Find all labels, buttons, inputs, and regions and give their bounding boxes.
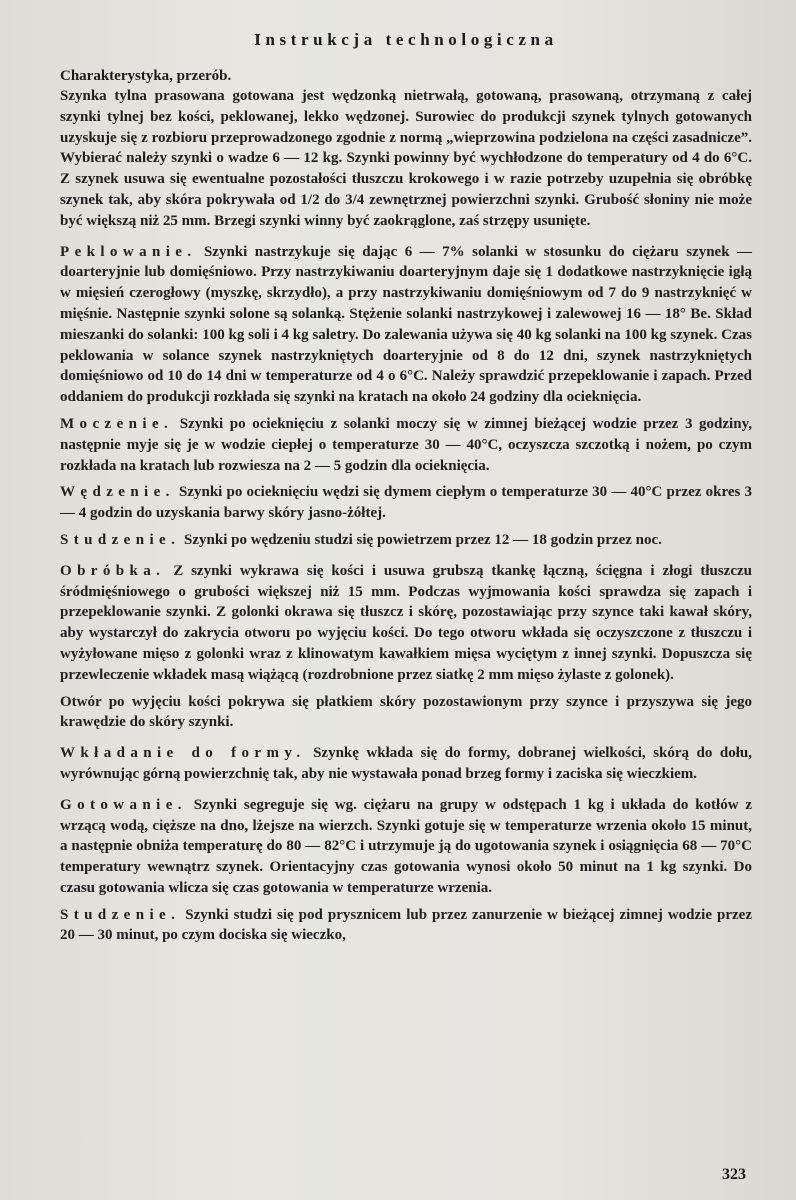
paragraph-intro (60, 86, 752, 232)
paragraph-label: Studzenie. (60, 531, 181, 548)
paragraph-label: Obróbka. (60, 562, 166, 579)
paragraph-studzenie-1 (60, 530, 752, 551)
paragraph-wedzenie (60, 482, 752, 524)
paragraph-label: Studzenie. (60, 906, 181, 923)
paragraph-text: Szynkę wkłada się do formy, dobranej wielkości, skórą do dołu, wyrównując górną powierzchnię tak, aby nie wystawała ponad brzeg formy i zaciska się wieczkiem. (60, 745, 752, 782)
paragraph-text: Szynki segreguje się wg. ciężaru na grupy w odstępach 1 kg i układa do kotłów z wrzącą wodą, cięższe na dno, lżejsze na wierzch. Szynki gotuje się w temperaturze wrzenia około 15 minut, a następnie obniża temperaturę do 80 — 82°C i utrzymuje ją do ugotowania szynek i osiągnięcia 68 — 70°C temperatury wewnątrz szynek. Orientacyjny czas gotowania wynosi około 50 minut na 1 kg szynki. Do czasu gotowania wlicza się czas gotowania w temperaturze wrzenia. (60, 796, 753, 896)
paragraph-studzenie-2 (60, 905, 752, 947)
paragraph-text: Szynki po ocieknięciu z solanki moczy się w zimnej bieżącej wodzie przez 3 godziny, następnie myje się je w wodzie ciepłej o temperaturze 30 — 40°C, oczyszcza szczotką i nożem, po czym rozkłada na kratach lub rozwiesza na 2 — 5 godzin dla ocieknięcia. (60, 415, 752, 474)
page-number: 323 (722, 1166, 746, 1183)
paragraph-text: Szynki po ocieknięciu wędzi się dymem ciepłym o temperaturze 30 — 40°C przez okres 3 — 4 godzin do uzyskania barwy skóry jasno-żółtej. (60, 484, 752, 522)
paragraph-text: Szynki studzi się pod prysznicem lub przez zanurzenie w bieżącej zimnej wodzie przez 20 — 30 minut, po czym dociska się wieczko, (60, 906, 752, 944)
paragraph-obrobka (60, 561, 752, 686)
paragraph-text: Otwór po wyjęciu kości pokrywa się płatkiem skóry pozostawionym przy szynce i przyszywa się jego krawędzie do skóry szynki. (60, 693, 752, 731)
paragraph-label: Wkładanie do formy. (60, 745, 306, 762)
paragraph-text: Szynki po wędzeniu studzi się powietrzem przez 12 — 18 godzin przez noc. (184, 531, 662, 548)
paragraph-text: Szynka tylna prasowana gotowana jest wędzonką nietrwałą, gotowaną, prasowaną, otrzymaną z całej szynki tylnej bez kości, peklowanej, lekko wędzonej. Surowiec do produkcji szynek tylnych gotowanych uzyskuje się z rozbioru przeprowadzonego zgodnie z normą „wieprzowina podzielona na części zasadnicze”. Wybierać należy szynki o wadze 6 — 12 kg. Szynki powinny być wychłodzone do temperatury od 4 do 6°C. Z szynek usuwa się ewentualne pozostałości tłuszczu krokowego i w razie potrzeby uzupełnia się obróbkę szynek tak, aby skóra pokrywała od 1/2 do 3/4 zewnętrznej powierzchni szynki. Grubość słoniny nie może być większą niż 25 mm. Brzegi szynki winny być zaokrąglone, zaś strzępy usunięte. (60, 88, 752, 229)
paragraph-label: Wędzenie. (60, 484, 175, 501)
paragraph-label: Peklowanie. (60, 243, 197, 260)
paragraph-text: Szynki nastrzykuje się dając 6 — 7% solanki w stosunku do ciężaru szynek — doarteryjnie lub domięśniowo. Przy nastrzykiwaniu doarteryjnym daje się 1 dodatkowe nastrzyknięcie igłą w mięsień czerogłowy (myszkę, skrzydło), a przy nastrzykiwaniu domięśniowym od 7 do 9 nastrzyknięć w mięśnie. Następnie szynki solone są solanką. Stężenie solanki nastrzykowej i zalewowej 16 — 18° Be. Skład mieszanki do solanki: 100 kg soli i 4 kg saletry. Do zalewania używa się 40 kg solanki na 100 kg szynek. Czas peklowania w solance szynek nastrzykniętych doarteryjnie od 8 do 12 dni, szynek nastrzykniętych domięśniowo od 10 do 14 dni w temperaturze od 4 o 6°C. Należy sprawdzić przepeklowanie i zapach. Przed oddaniem do produkcji rozkłada się szynki na kratach na około 24 godziny dla ocieknięcia. (60, 243, 753, 406)
paragraph-label: Moczenie. (60, 415, 174, 432)
paragraph-otwor (60, 692, 752, 734)
paragraph-text: Z szynki wykrawa się kości i usuwa grubszą tkankę łączną, ścięgna i złogi tłuszczu śródmięśniowego o grubości większej niż 15 mm. Podczas wyjmowania kości sprawdza się zapach i przepeklowanie szynki. Z golonki okrawa się tłuszcz i skórę, pozostawiając przy szynce taki kawał skóry, aby wystarczył do zakrycia otworu po wyjęciu kości. Do tego otworu wkłada się oczyszczone z tłuszczu i wyżyłowane mięso z golonki wraz z klinowatym kawałkiem mięsa wyciętym z innej szynki. Dopuszcza się przewleczenie wkładek masą wiążącą (rozdrobnione przez siatkę 2 mm mięso żylaste z golonek). (60, 562, 753, 683)
page-title: Instrukcja technologiczna (254, 30, 558, 49)
section-heading: Charakterystyka, przerób. (60, 68, 232, 84)
paragraph-gotowanie (60, 795, 752, 899)
paragraph-label: Gotowanie. (60, 796, 187, 813)
paragraph-wkladanie (60, 743, 752, 785)
paragraph-moczenie (60, 414, 752, 476)
paragraph-peklowanie (60, 242, 752, 408)
